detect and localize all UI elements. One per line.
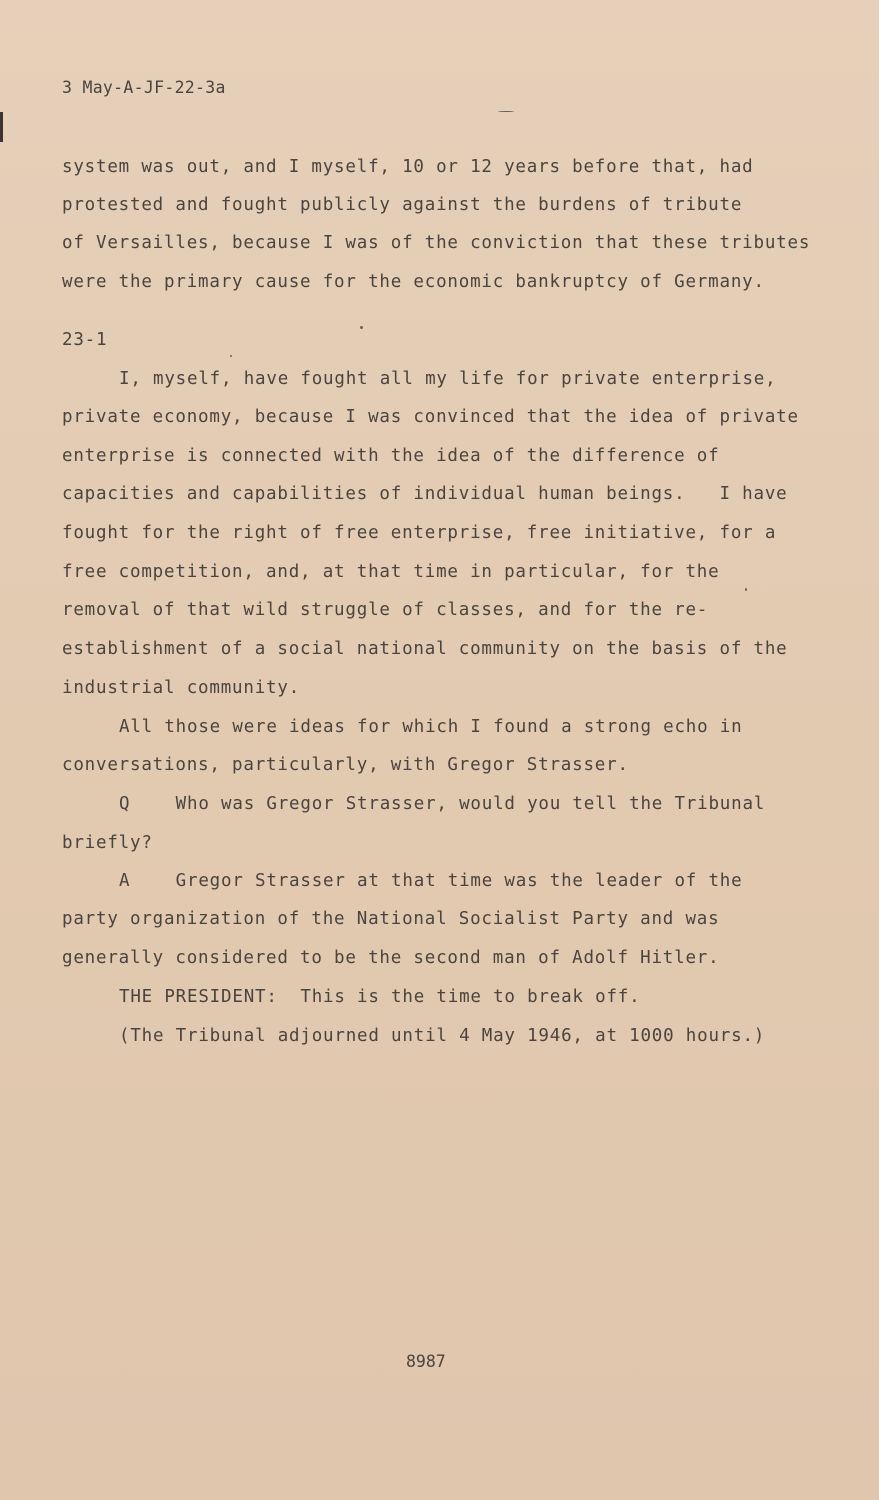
text-line: enterprise is connected with the idea of the difference of xyxy=(62,446,720,466)
text-line: conversations, particularly, with Gregor Strasser. xyxy=(62,755,629,775)
text-line: system was out, and I myself, 10 or 12 years before that, had xyxy=(62,157,754,177)
paper-speck xyxy=(498,111,514,112)
adjournment-line: (The Tribunal adjourned until 4 May 1946, at 1000 hours.) xyxy=(119,1026,766,1046)
paper-speck xyxy=(745,588,747,591)
text-line: of Versailles, because I was of the conviction that these tributes xyxy=(62,233,811,253)
answer-line: A Gregor Strasser at that time was the leader of the xyxy=(119,871,743,891)
text-line: All those were ideas for which I found a strong echo in xyxy=(119,717,743,737)
section-marker: 23-1 xyxy=(62,330,108,350)
president-line: THE PRESIDENT: This is the time to break off. xyxy=(119,987,641,1007)
text-line: I, myself, have fought all my life for private enterprise, xyxy=(119,369,777,389)
paper-speck xyxy=(230,355,232,357)
margin-mark xyxy=(0,112,3,142)
paper-speck xyxy=(360,326,363,329)
text-line: fought for the right of free enterprise, free initiative, for a xyxy=(62,523,777,543)
question-line: Q Who was Gregor Strasser, would you tell the Tribunal xyxy=(119,794,766,814)
text-line: removal of that wild struggle of classes, and for the re- xyxy=(62,600,709,620)
text-line: establishment of a social national community on the basis of the xyxy=(62,639,788,659)
text-line: protested and fought publicly against the burdens of tribute xyxy=(62,195,743,215)
text-line: private economy, because I was convinced that the idea of private xyxy=(62,407,799,427)
text-line: party organization of the National Socialist Party and was xyxy=(62,909,720,929)
page-header: 3 May-A-JF-22-3a xyxy=(62,78,226,97)
text-line: capacities and capabilities of individual human beings. I have xyxy=(62,484,788,504)
text-line: free competition, and, at that time in particular, for the xyxy=(62,562,720,582)
text-line: briefly? xyxy=(62,833,153,853)
text-line: were the primary cause for the economic bankruptcy of Germany. xyxy=(62,272,765,292)
page-number: 8987 xyxy=(406,1352,446,1371)
text-line: industrial community. xyxy=(62,678,301,698)
text-line: generally considered to be the second man of Adolf Hitler. xyxy=(62,948,720,968)
